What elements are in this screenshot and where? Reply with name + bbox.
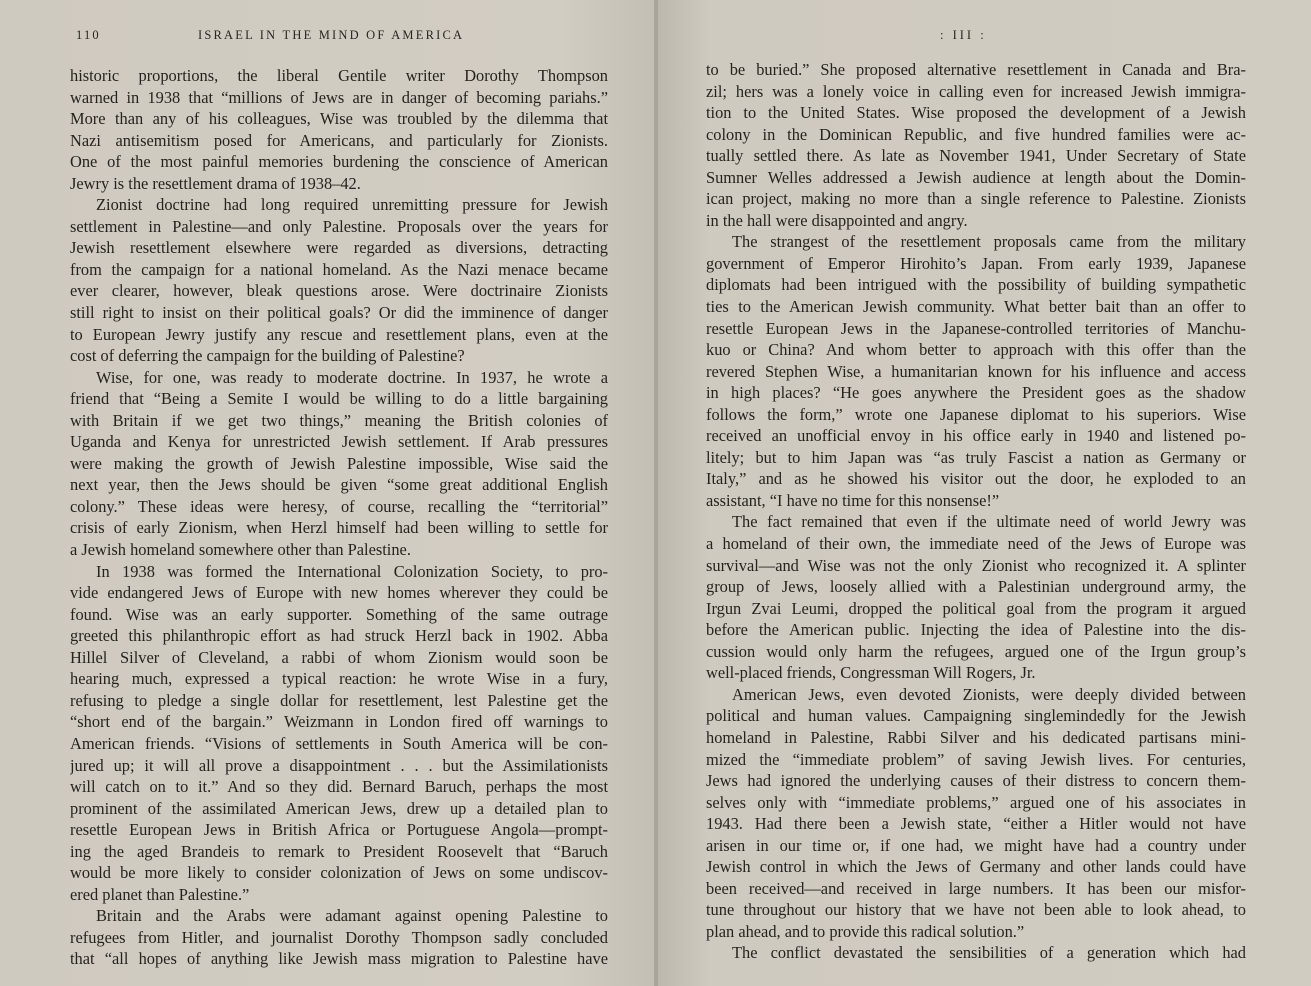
text-line: Jewish control in which the Jews of Germany and other lands could have [706, 857, 1246, 877]
text-line: homeland in Palestine, Rabbi Silver and his dedicated partisans mini- [706, 727, 1246, 747]
text-line: found. Wise was an early supporter. Something of the same outrage [70, 604, 608, 624]
text-line: from the campaign for a national homeland. As the Nazi menace became [70, 259, 608, 279]
text-line: Jews had ignored the underlying causes of their distress to concern them- [706, 771, 1246, 791]
text-line: diplomats had been intrigued with the possibility of building sympathetic [706, 275, 1246, 295]
text-line: arisen in our time or, if one had, we might have had a country under [706, 835, 1246, 855]
text-line: “short end of the bargain.” Weizmann in London fired off warnings to [70, 712, 608, 732]
text-line: American friends. “Visions of settlements in South America will be con- [70, 733, 608, 753]
text-line: settlement in Palestine—and only Palestine. Proposals over the years for [70, 216, 608, 236]
text-line: were making the growth of Jewish Palestine impossible, Wise said the [70, 453, 608, 473]
running-title: ISRAEL IN THE MIND OF AMERICA [198, 28, 465, 42]
text-line: warned in 1938 that “millions of Jews are in danger of becoming pariahs.” [70, 87, 608, 107]
text-line: refugees from Hitler, and journalist Dorothy Thompson sadly concluded [70, 927, 608, 947]
text-line: Hillel Silver of Cleveland, a rabbi of whom Zionism would soon be [70, 647, 608, 667]
text-line: ican project, making no more than a single reference to Palestine. Zionists [706, 189, 1246, 209]
text-line: ing the aged Brandeis to remark to President Roosevelt that “Baruch [70, 841, 608, 861]
text-line: refusing to pledge a single dollar for resettlement, lest Palestine get the [70, 690, 608, 710]
text-line: cost of deferring the campaign for the building of Palestine? [70, 346, 465, 366]
text-line: colony.” These ideas were heresy, of course, recalling the “territorial” [70, 496, 608, 516]
text-line: prominent of the assimilated American Jews, drew up a detailed plan to [70, 798, 608, 818]
text-line: Irgun Zvai Leumi, dropped the political goal from the program it argued [706, 598, 1246, 618]
text-line: Italy,” and as he showed his visitor out the door, he exploded to an [706, 469, 1246, 489]
text-line: in the hall were disappointed and angry. [706, 210, 968, 230]
text-line: in high places? “He goes anywhere the President goes as the shadow [706, 383, 1246, 403]
text-line: Sumner Welles addressed a Jewish audience at length about the Domin- [706, 167, 1246, 187]
text-line: cussion would only harm the refugees, argued one of the Irgun group’s [706, 641, 1246, 661]
text-line: ered planet than Palestine.” [70, 884, 250, 904]
text-line: American Jews, even devoted Zionists, were deeply divided between [732, 684, 1246, 704]
text-line: vide endangered Jews of Europe with new homes wherever they could be [70, 583, 608, 603]
text-line: survival—and Wise was not the only Zionist who recognized it. A splinter [706, 555, 1246, 575]
text-line: resettle European Jews in British Africa or Portuguese Angola—prompt- [70, 820, 608, 840]
text-line: Jewish resettlement elsewhere were regarded as diversions, detracting [70, 238, 608, 258]
text-line: that “all hopes of anything like Jewish mass migration to Palestine have [70, 949, 608, 969]
text-line: Jewry is the resettlement drama of 1938–42. [70, 173, 361, 193]
text-line: kuo or China? And whom better to approach with this offer than the [706, 340, 1246, 360]
text-line: will catch on to it.” And so they did. Bernard Baruch, perhaps the most [70, 777, 608, 797]
text-line: 1943. Had there been a Jewish state, “either a Hitler would not have [706, 814, 1246, 834]
text-line: litely; but to him Japan was “as truly Fascist a nation as Germany or [706, 447, 1246, 467]
right-page-body [706, 59, 1246, 964]
text-line: group of Jews, loosely allied with a Palestinian underground army, the [706, 577, 1246, 597]
text-line: political and human values. Campaigning singlemindedly for the Jewish [706, 706, 1246, 726]
text-line: received an unofficial envoy in his office early in 1940 and listened po- [706, 426, 1246, 446]
text-line: tually settled there. As late as November 1941, Under Secretary of State [706, 146, 1246, 166]
text-line: to be buried.” She proposed alternative resettlement in Canada and Bra- [706, 60, 1246, 79]
text-line: crisis of early Zionism, when Herzl himself had been willing to settle for [70, 518, 608, 538]
text-line: Uganda and Kenya for unrestricted Jewish settlement. If Arab pressures [70, 432, 608, 452]
text-line: Wise, for one, was ready to moderate doctrine. In 1937, he wrote a [96, 367, 608, 387]
text-line: More than any of his colleagues, Wise was troubled by the dilemma that [70, 109, 608, 129]
text-line: ever clearer, however, bleak questions arose. Were doctrinaire Zionists [70, 281, 608, 301]
text-line: hearing much, expressed a typical reaction: he wrote Wise in a fury, [70, 669, 608, 689]
text-line: next year, then the Jews should be given “some great additional English [70, 475, 608, 495]
text-line: selves only with “immediate problems,” argued one of his associates in [706, 792, 1246, 812]
text-line: friend that “Being a Semite I would be willing to do a little bargaining [70, 389, 608, 409]
text-line: to European Jewry justify any rescue and resettlement plans, even at the [70, 324, 608, 344]
text-line: been received—and received in large numbers. It has been our misfor- [706, 878, 1246, 898]
text-line: jured up; it will all prove a disappointment . . . but the Assimilationists [70, 755, 608, 775]
text-line: historic proportions, the liberal Gentile writer Dorothy Thompson [70, 66, 608, 85]
left-page-body [70, 65, 608, 970]
text-line: follows the form,” wrote one Japanese diplomat to his superiors. Wise [706, 404, 1246, 424]
text-line: well-placed friends, Congressman Will Rogers, Jr. [706, 663, 1036, 683]
text-line: Zionist doctrine had long required unremitting pressure for Jewish [96, 195, 608, 215]
text-line: The fact remained that even if the ultimate need of world Jewry was [732, 512, 1246, 532]
text-line: revered Stephen Wise, a humanitarian known for his influence and access [706, 361, 1246, 381]
text-line: zil; hers was a lonely voice in calling even for increased Jewish immigra- [706, 81, 1246, 101]
page-number: 110 [76, 28, 101, 42]
text-line: In 1938 was formed the International Colonization Society, to pro- [96, 561, 608, 581]
text-line: Nazi antisemitism posed for Americans, and particularly for Zionists. [70, 130, 608, 150]
text-line: assistant, “I have no time for this nonsense!” [706, 490, 1000, 510]
text-line: a Jewish homeland somewhere other than Palestine. [70, 540, 411, 560]
text-line: before the American public. Injecting the idea of Palestine into the dis- [706, 620, 1246, 640]
text-line: still right to insist on their political goals? Or did the imminence of danger [70, 303, 608, 323]
text-line: with Britain if we get two things,” meaning the British colonies of [70, 410, 608, 430]
right-page [658, 0, 1311, 986]
text-line: government of Emperor Hirohito’s Japan. From early 1939, Japanese [706, 253, 1246, 273]
text-line: The conflict devastated the sensibilities of a generation which had [732, 943, 1246, 963]
text-line: resettle European Jews in the Japanese-controlled territories of Manchu- [706, 318, 1246, 338]
text-line: tion to the United States. Wise proposed the development of a Jewish [706, 103, 1246, 123]
text-line: Britain and the Arabs were adamant against opening Palestine to [96, 906, 608, 926]
page-number: : III : [940, 28, 987, 42]
text-line: tune throughout our history that we have not been able to look ahead, to [706, 900, 1246, 920]
text-line: One of the most painful memories burdening the conscience of American [70, 152, 608, 172]
text-line: would be more likely to consider colonization of Jews on some undiscov- [70, 863, 608, 883]
text-line: mized the “immediate problem” of saving Jewish lives. For centuries, [706, 749, 1246, 769]
text-line: ties to the American Jewish community. What better bait than an offer to [706, 297, 1246, 317]
text-line: a homeland of their own, the immediate need of the Jews of Europe was [706, 534, 1246, 554]
text-line: plan ahead, and to provide this radical solution.” [706, 921, 1025, 941]
text-line: greeted this philanthropic effort as had struck Herzl back in 1902. Abba [70, 626, 608, 646]
text-line: colony in the Dominican Republic, and five hundred families were ac- [706, 124, 1246, 144]
text-line: The strangest of the resettlement proposals came from the military [732, 232, 1246, 252]
